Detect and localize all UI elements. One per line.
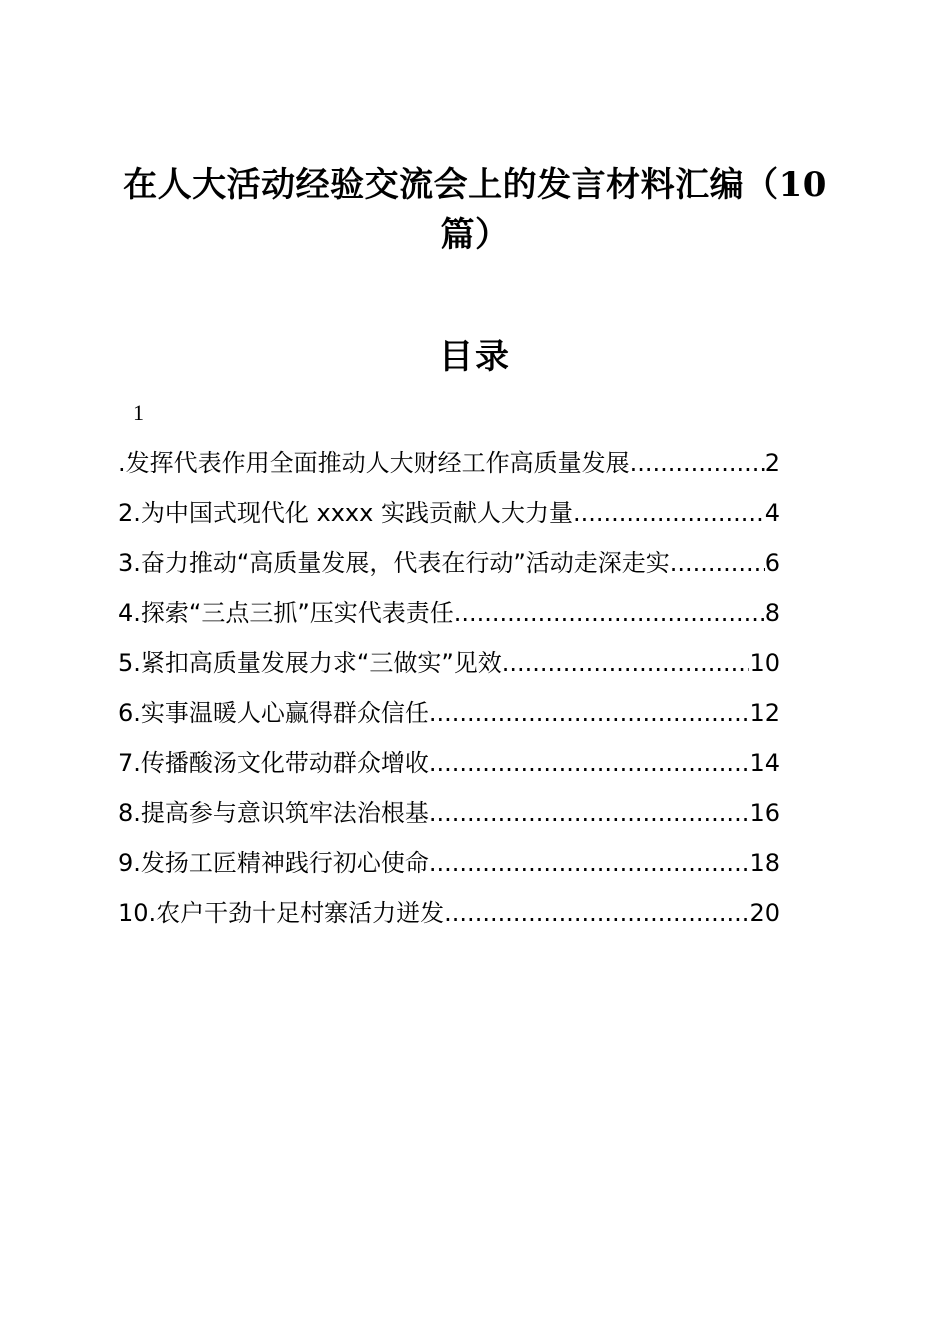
toc-leader-dots (454, 588, 765, 638)
toc-entry-page: 20 (749, 899, 780, 927)
toc-entry-title: 6.实事温暖人心赢得群众信任 (118, 699, 429, 727)
toc-leader-dots (573, 488, 765, 538)
toc-leader-dots (429, 688, 750, 738)
toc-entry-1[interactable] (118, 438, 780, 488)
toc-entry-9[interactable] (118, 838, 780, 888)
toc-leader-dots (429, 738, 750, 788)
toc-entry-5[interactable] (118, 638, 780, 688)
toc-leader-dots (502, 638, 750, 688)
toc-entry-title: 8.提高参与意识筑牢法治根基 (118, 799, 429, 827)
toc-entry-page: 2 (764, 449, 780, 477)
toc-entry-10[interactable] (118, 888, 780, 938)
toc-entry-2[interactable] (118, 488, 780, 538)
toc-entry-page: 12 (749, 699, 780, 727)
toc-entry-page: 14 (749, 749, 780, 777)
toc-leader-dots (444, 888, 749, 938)
toc-entry-page: 8 (764, 599, 780, 627)
toc-entry-page: 18 (749, 849, 780, 877)
toc-leader-dots (429, 788, 750, 838)
toc-entry-6[interactable] (118, 688, 780, 738)
stray-number: 1 (133, 400, 144, 425)
toc-entry-title: 5.紧扣高质量发展力求“三做实”见效 (118, 649, 502, 677)
toc-entry-page: 6 (764, 549, 780, 577)
toc-entry-3[interactable] (118, 538, 780, 588)
toc-entry-title: .发挥代表作用全面推动人大财经工作高质量发展 (118, 449, 630, 477)
toc-entry-page: 16 (749, 799, 780, 827)
toc-entry-8[interactable] (118, 788, 780, 838)
toc-entry-page: 4 (764, 499, 780, 527)
toc-heading: 目录 (439, 337, 511, 377)
toc-entry-page: 10 (749, 649, 780, 677)
toc-entry-title: 4.探索“三点三抓”压实代表责任 (118, 599, 454, 627)
toc-entry-4[interactable] (118, 588, 780, 638)
toc-entry-7[interactable] (118, 738, 780, 788)
document-title: 在人大活动经验交流会上的发言材料汇编（10篇） (123, 165, 827, 255)
toc-entry-title: 3.奋力推动“高质量发展，代表在行动”活动走深走实 (118, 549, 670, 577)
toc-entry-title: 10.农户干劲十足村寨活力迸发 (118, 899, 445, 927)
toc-entry-title: 7.传播酸汤文化带动群众增收 (118, 749, 429, 777)
toc-leader-dots (630, 438, 765, 488)
toc-entry-title: 2.为中国式现代化 xxxx 实践贡献人大力量 (118, 499, 573, 527)
toc-leader-dots (429, 838, 750, 888)
toc-list (118, 438, 780, 938)
toc-entry-title: 9.发扬工匠精神践行初心使命 (118, 849, 429, 877)
toc-leader-dots (670, 538, 765, 588)
